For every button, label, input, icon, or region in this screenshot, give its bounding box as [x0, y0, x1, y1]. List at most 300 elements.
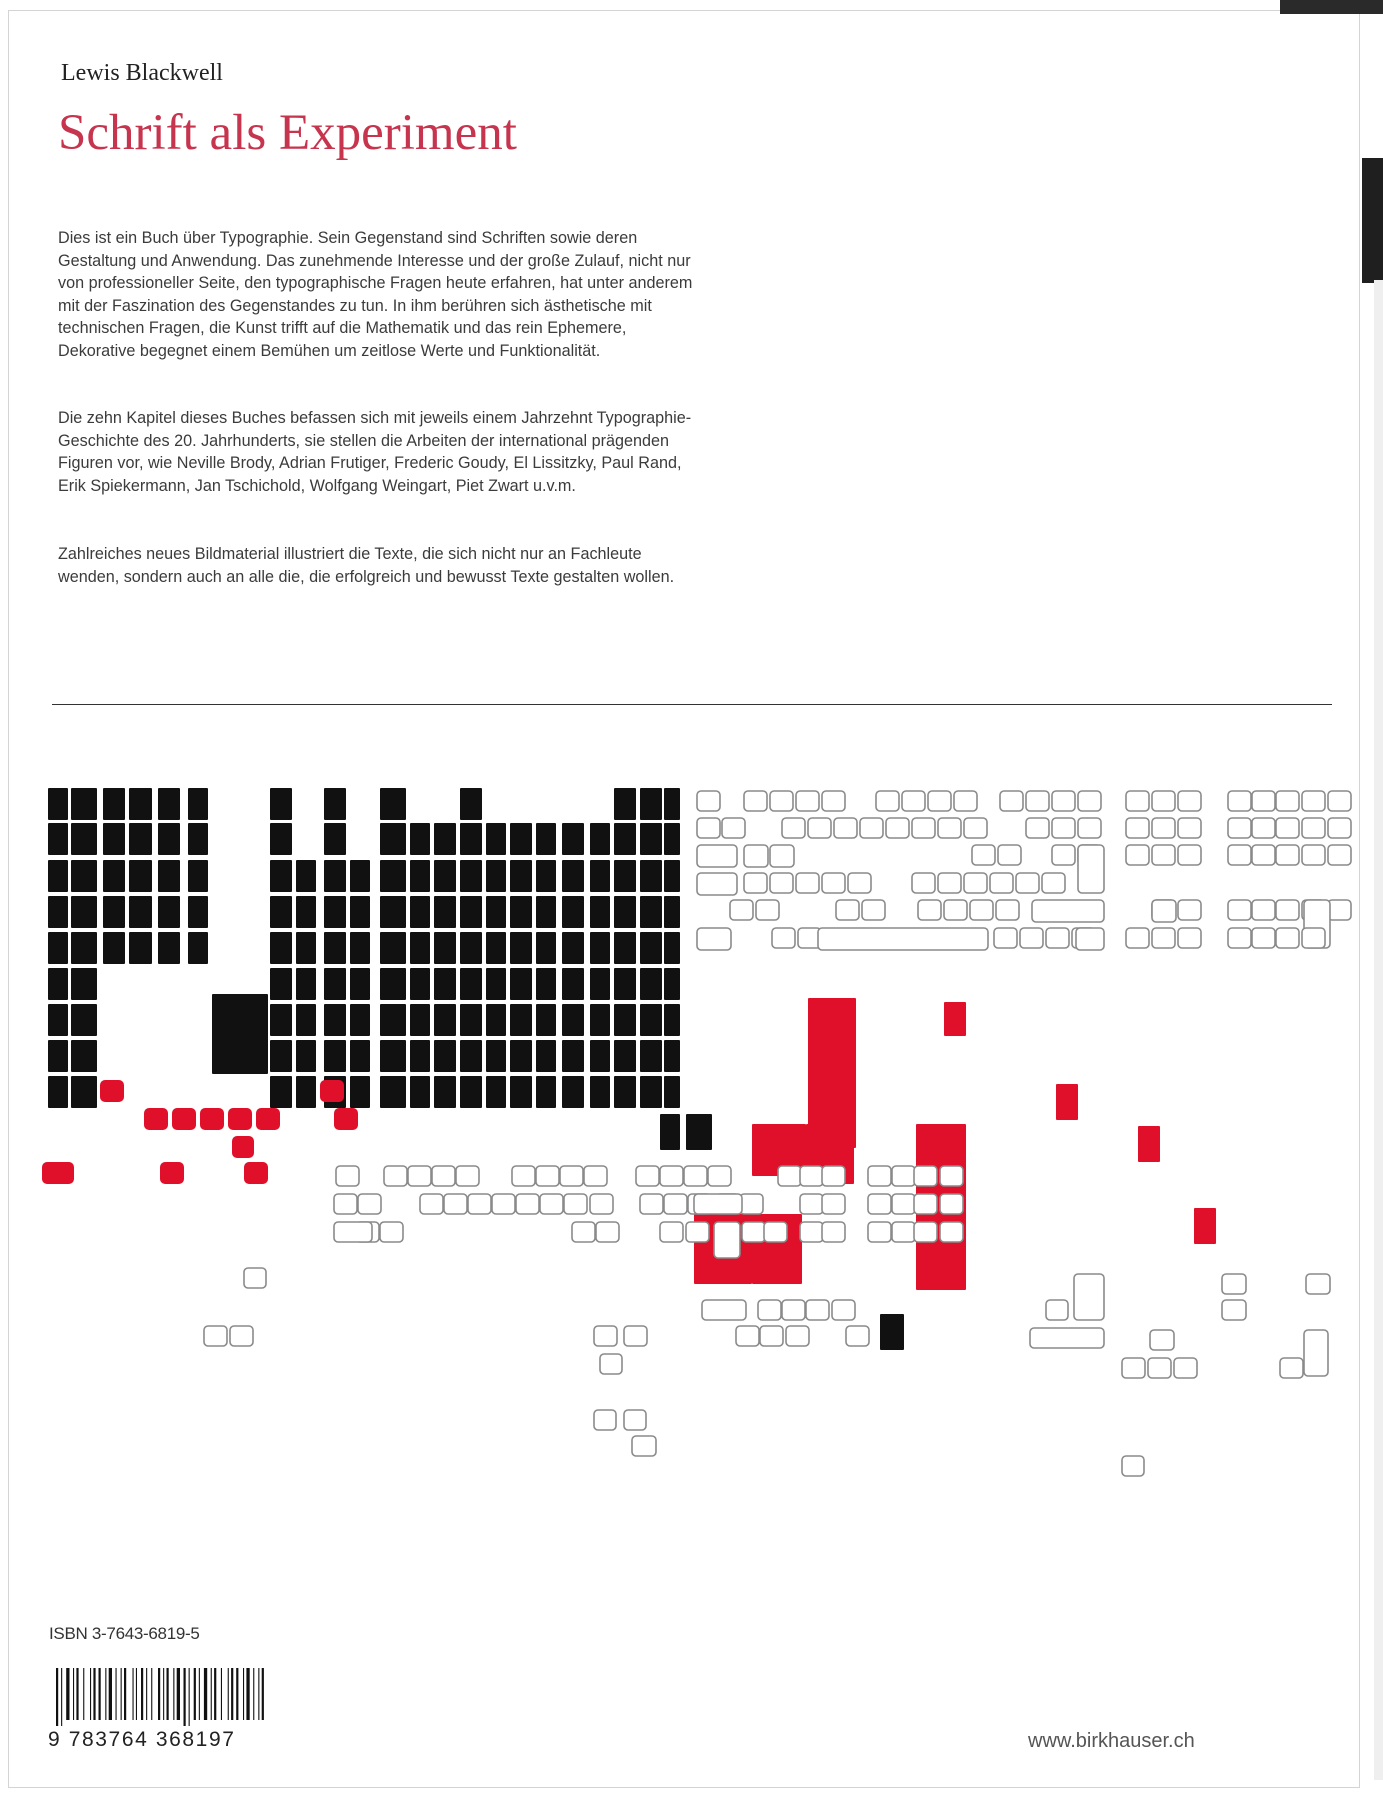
key-block: [1122, 1358, 1145, 1378]
key-block: [1328, 900, 1351, 920]
key-block: [1252, 818, 1275, 838]
key-block: [1178, 928, 1201, 948]
key-block: [334, 1108, 358, 1130]
key-block: [796, 873, 819, 893]
key-block: [697, 818, 720, 838]
key-block: [624, 1410, 646, 1430]
key-block: [760, 1326, 783, 1346]
key-block: [129, 823, 152, 855]
key-block: [270, 823, 292, 855]
key-block: [408, 1166, 431, 1186]
key-block: [324, 823, 346, 855]
key-block: [1252, 928, 1275, 948]
key-block: [212, 994, 268, 1074]
key-block: [892, 1194, 915, 1214]
key-block: [1152, 928, 1175, 948]
key-block: [614, 788, 636, 820]
key-block: [940, 1194, 963, 1214]
key-block: [188, 896, 208, 928]
key-block: [158, 823, 180, 855]
key-block: [1302, 845, 1325, 865]
key-block: [996, 900, 1019, 920]
key-block: [660, 1166, 683, 1186]
key-block: [614, 932, 636, 964]
key-block: [684, 1166, 707, 1186]
key-block: [350, 896, 370, 928]
key-block: [772, 928, 795, 948]
key-block: [350, 860, 370, 892]
key-block: [640, 823, 662, 855]
key-block: [100, 1080, 124, 1102]
key-block: [434, 1040, 456, 1072]
key-block: [380, 1004, 406, 1036]
key-block: [296, 1040, 316, 1072]
key-block: [444, 1194, 467, 1214]
key-block: [1046, 1300, 1068, 1320]
key-block: [71, 932, 97, 964]
key-block: [1056, 1084, 1078, 1120]
key-block: [562, 932, 584, 964]
key-block: [944, 1002, 966, 1036]
key-block: [860, 818, 883, 838]
key-block: [270, 1076, 292, 1108]
key-block: [590, 1194, 613, 1214]
key-block: [410, 823, 430, 855]
key-block: [540, 1194, 563, 1214]
key-block: [770, 845, 794, 867]
key-block: [536, 823, 556, 855]
key-block: [510, 860, 532, 892]
key-block: [358, 1194, 381, 1214]
key-block: [270, 932, 292, 964]
key-block: [590, 932, 610, 964]
key-block: [640, 1194, 663, 1214]
key-block: [1252, 900, 1275, 920]
key-block: [876, 791, 899, 811]
key-block: [636, 1166, 659, 1186]
key-block: [1328, 845, 1351, 865]
key-block: [1126, 845, 1149, 865]
key-block: [572, 1222, 595, 1242]
key-block: [492, 1194, 515, 1214]
key-block: [410, 1076, 430, 1108]
key-block: [938, 818, 961, 838]
key-block: [914, 1194, 937, 1214]
author-name: Lewis Blackwell: [61, 60, 223, 86]
key-block: [103, 860, 125, 892]
key-block: [71, 823, 97, 855]
key-block: [1228, 928, 1251, 948]
key-block: [1032, 900, 1104, 922]
key-block: [822, 1222, 845, 1242]
key-block: [244, 1162, 268, 1184]
book-title: Schrift als Experiment: [58, 105, 517, 161]
key-block: [902, 791, 925, 811]
key-block: [48, 896, 68, 928]
key-block: [129, 932, 152, 964]
key-block: [744, 845, 768, 867]
blurb-paragraph: Die zehn Kapitel dieses Buches befassen sich mit jeweils einem Jahrzehnt Typographie-Geschichte des 20. Jahrhunderts, sie stellen die Arbeiten der international prägenden Figuren vor, wie Neville Brody, Adrian Frutiger, Frederic Goudy, El Lissitzky, Paul Rand, Erik Spiekermann, Jan Tschichold, Wolfgang Weingart, Piet Zwart u.v.m.: [58, 409, 692, 495]
key-block: [744, 791, 767, 811]
key-block: [770, 791, 793, 811]
key-block: [614, 860, 636, 892]
key-block: [188, 823, 208, 855]
key-block: [48, 1004, 68, 1036]
key-block: [664, 896, 680, 928]
key-block: [562, 896, 584, 928]
key-block: [324, 896, 346, 928]
key-block: [832, 1300, 855, 1320]
key-block: [886, 818, 909, 838]
key-block: [1016, 873, 1039, 893]
key-block: [434, 1076, 456, 1108]
key-block: [410, 860, 430, 892]
key-block: [1078, 845, 1104, 893]
key-block: [938, 873, 961, 893]
key-block: [172, 1108, 196, 1130]
publisher-url: www.birkhauser.ch: [1028, 1730, 1195, 1752]
key-block: [486, 1076, 506, 1108]
key-block: [1276, 791, 1299, 811]
key-block: [564, 1194, 587, 1214]
key-block: [536, 932, 556, 964]
key-block: [296, 896, 316, 928]
key-block: [640, 1004, 662, 1036]
key-block: [536, 1040, 556, 1072]
key-block: [697, 791, 720, 811]
key-block: [270, 788, 292, 820]
key-block: [1228, 900, 1251, 920]
key-block: [350, 1076, 370, 1108]
key-block: [562, 968, 584, 1000]
key-block: [664, 788, 680, 820]
key-block: [730, 900, 753, 920]
key-block: [764, 1222, 787, 1242]
key-block: [940, 1222, 963, 1242]
key-block: [990, 873, 1013, 893]
key-block: [536, 1166, 559, 1186]
key-block: [562, 1040, 584, 1072]
key-block: [1228, 818, 1251, 838]
key-block: [103, 788, 125, 820]
key-block: [380, 860, 406, 892]
blurb-paragraph: Zahlreiches neues Bildmaterial illustriert die Texte, die sich nicht nur an Fachleute wenden, sondern auch an alle die, die erfolgreich und bewusst Texte gestalten wollen.: [58, 545, 675, 586]
key-block: [940, 1166, 963, 1186]
key-block: [510, 823, 532, 855]
key-block: [350, 1040, 370, 1072]
key-block: [1030, 1328, 1104, 1348]
key-block: [614, 1004, 636, 1036]
key-block: [1000, 791, 1023, 811]
key-block: [1126, 928, 1149, 948]
key-block: [486, 860, 506, 892]
key-block: [71, 1076, 97, 1108]
key-block: [778, 1166, 801, 1186]
key-block: [510, 1004, 532, 1036]
key-block: [71, 860, 97, 892]
key-block: [1252, 845, 1275, 865]
key-block: [460, 1004, 482, 1036]
key-block: [868, 1194, 891, 1214]
key-block: [914, 1222, 937, 1242]
key-block: [486, 932, 506, 964]
key-block: [129, 860, 152, 892]
key-block: [296, 1004, 316, 1036]
isbn-label: ISBN 3-7643-6819-5: [49, 1624, 200, 1643]
key-block: [1152, 845, 1175, 865]
key-block: [510, 1076, 532, 1108]
key-block: [71, 896, 97, 928]
key-block: [800, 1194, 823, 1214]
key-block: [1074, 1274, 1104, 1320]
key-block: [536, 968, 556, 1000]
key-block: [742, 1222, 765, 1242]
key-block: [640, 896, 662, 928]
key-block: [722, 818, 745, 838]
key-block: [48, 968, 68, 1000]
key-block: [756, 900, 779, 920]
key-block: [590, 896, 610, 928]
key-block: [486, 896, 506, 928]
key-block: [1078, 818, 1101, 838]
key-block: [560, 1166, 583, 1186]
key-block: [380, 823, 406, 855]
key-block: [510, 896, 532, 928]
key-block: [994, 928, 1017, 948]
key-block: [640, 932, 662, 964]
key-block: [1026, 791, 1049, 811]
key-block: [1228, 845, 1251, 865]
key-block: [590, 860, 610, 892]
key-block: [1276, 928, 1299, 948]
key-block: [48, 788, 68, 820]
key-block: [536, 860, 556, 892]
key-block: [48, 860, 68, 892]
key-block: [818, 928, 988, 950]
key-block: [614, 1076, 636, 1108]
key-block: [434, 823, 456, 855]
key-block: [786, 1326, 809, 1346]
key-block: [1052, 791, 1075, 811]
key-block: [296, 968, 316, 1000]
key-block: [708, 1166, 731, 1186]
key-block: [584, 1166, 607, 1186]
key-block: [410, 932, 430, 964]
key-block: [600, 1354, 622, 1374]
key-block: [800, 1166, 823, 1186]
key-block: [410, 1040, 430, 1072]
key-block: [434, 932, 456, 964]
key-block: [664, 968, 680, 1000]
key-block: [736, 1326, 759, 1346]
key-block: [230, 1326, 253, 1346]
key-block: [160, 1162, 184, 1184]
key-block: [270, 860, 292, 892]
key-block: [1328, 791, 1351, 811]
key-block: [1228, 791, 1251, 811]
key-block: [380, 932, 406, 964]
key-block: [510, 968, 532, 1000]
key-block: [103, 932, 125, 964]
key-block: [1078, 791, 1101, 811]
key-block: [846, 1326, 869, 1346]
key-block: [1178, 791, 1201, 811]
key-block: [432, 1166, 455, 1186]
key-block: [460, 896, 482, 928]
key-block: [1280, 1358, 1303, 1378]
key-block: [800, 1222, 823, 1242]
key-block: [1222, 1300, 1246, 1320]
key-block: [614, 896, 636, 928]
key-block: [48, 932, 68, 964]
key-block: [188, 788, 208, 820]
key-block: [384, 1166, 407, 1186]
key-block: [350, 932, 370, 964]
key-block: [158, 788, 180, 820]
key-block: [664, 1076, 680, 1108]
key-block: [158, 896, 180, 928]
key-block: [334, 1222, 372, 1242]
key-block: [590, 1040, 610, 1072]
key-block: [970, 900, 993, 920]
key-block: [562, 1076, 584, 1108]
key-block: [686, 1114, 712, 1150]
key-block: [71, 968, 97, 1000]
key-block: [324, 860, 346, 892]
key-block: [594, 1326, 617, 1346]
key-block: [468, 1194, 491, 1214]
key-block: [1150, 1330, 1174, 1350]
key-block: [822, 1194, 845, 1214]
key-block: [103, 823, 125, 855]
key-block: [48, 823, 68, 855]
key-block: [380, 788, 406, 820]
key-block: [664, 1194, 687, 1214]
key-block: [664, 1004, 680, 1036]
key-block: [144, 1108, 168, 1130]
key-block: [434, 896, 456, 928]
key-block: [536, 1004, 556, 1036]
key-block: [660, 1222, 683, 1242]
key-block: [1126, 818, 1149, 838]
key-block: [1076, 928, 1104, 950]
key-block: [1178, 900, 1201, 920]
key-block: [1252, 791, 1275, 811]
key-block: [562, 1004, 584, 1036]
key-block: [270, 1004, 292, 1036]
key-block: [1046, 928, 1069, 948]
key-block: [380, 1040, 406, 1072]
key-block: [536, 1076, 556, 1108]
key-block: [434, 860, 456, 892]
key-block: [640, 968, 662, 1000]
key-block: [562, 860, 584, 892]
key-block: [1020, 928, 1043, 948]
key-block: [782, 818, 805, 838]
key-block: [71, 788, 97, 820]
key-block: [232, 1136, 254, 1158]
key-block: [944, 900, 967, 920]
key-block: [806, 1300, 829, 1320]
key-block: [1152, 791, 1175, 811]
key-block: [770, 873, 793, 893]
key-block: [350, 968, 370, 1000]
key-block: [1222, 1274, 1246, 1294]
key-block: [1276, 900, 1299, 920]
key-block: [324, 932, 346, 964]
key-block: [410, 968, 430, 1000]
blurb-paragraph: Dies ist ein Buch über Typographie. Sein Gegenstand sind Schriften sowie deren Gestaltung und Anwendung. Das zunehmende Interesse und der große Zulauf, nicht nur von professioneller Seite, den typographische Fragen heute erfahren, hat unter anderem mit der Faszination des Gegenstandes zu tun. In ihm berühren sich ästhetische mit technischen Fragen, die Kunst trifft auf die Mathematik und das rein Ephemere, Dekorative begegnet einem Bemühen um zeitlose Werte und Funktionalität.: [58, 229, 693, 360]
key-block: [632, 1436, 656, 1456]
key-block: [460, 823, 482, 855]
key-block: [270, 896, 292, 928]
key-block: [740, 1194, 763, 1214]
key-block: [614, 968, 636, 1000]
key-block: [796, 791, 819, 811]
key-block: [460, 788, 482, 820]
key-block: [188, 932, 208, 964]
key-block: [460, 1040, 482, 1072]
key-block: [1302, 928, 1325, 948]
key-block: [912, 818, 935, 838]
key-block: [686, 1222, 709, 1242]
key-block: [296, 932, 316, 964]
key-block: [660, 1114, 680, 1150]
key-block: [324, 1040, 346, 1072]
key-block: [1174, 1358, 1197, 1378]
key-block: [296, 1076, 316, 1108]
key-block: [758, 1300, 781, 1320]
key-block: [244, 1268, 266, 1288]
key-block: [694, 1194, 742, 1214]
key-block: [270, 1040, 292, 1072]
key-block: [380, 896, 406, 928]
key-block: [848, 873, 871, 893]
key-block: [590, 968, 610, 1000]
key-block: [158, 860, 180, 892]
key-block: [918, 900, 941, 920]
key-block: [836, 900, 859, 920]
key-block: [1126, 791, 1149, 811]
key-block: [1302, 818, 1325, 838]
key-block: [596, 1222, 619, 1242]
key-block: [697, 928, 731, 950]
key-block: [892, 1166, 915, 1186]
key-block: [664, 823, 680, 855]
key-block: [510, 932, 532, 964]
key-block: [188, 860, 208, 892]
key-block: [350, 1004, 370, 1036]
key-block: [664, 932, 680, 964]
key-block: [48, 1040, 68, 1072]
key-block: [1194, 1208, 1216, 1244]
key-block: [868, 1166, 891, 1186]
key-block: [460, 968, 482, 1000]
key-block: [296, 860, 316, 892]
key-block: [380, 1222, 403, 1242]
key-block: [516, 1194, 539, 1214]
key-block: [158, 932, 180, 964]
key-block: [822, 873, 845, 893]
key-block: [434, 1004, 456, 1036]
key-block: [714, 1222, 740, 1258]
key-block: [336, 1166, 359, 1186]
key-block: [1148, 1358, 1171, 1378]
key-block: [270, 968, 292, 1000]
key-block: [536, 896, 556, 928]
key-block: [590, 823, 610, 855]
key-block: [460, 860, 482, 892]
